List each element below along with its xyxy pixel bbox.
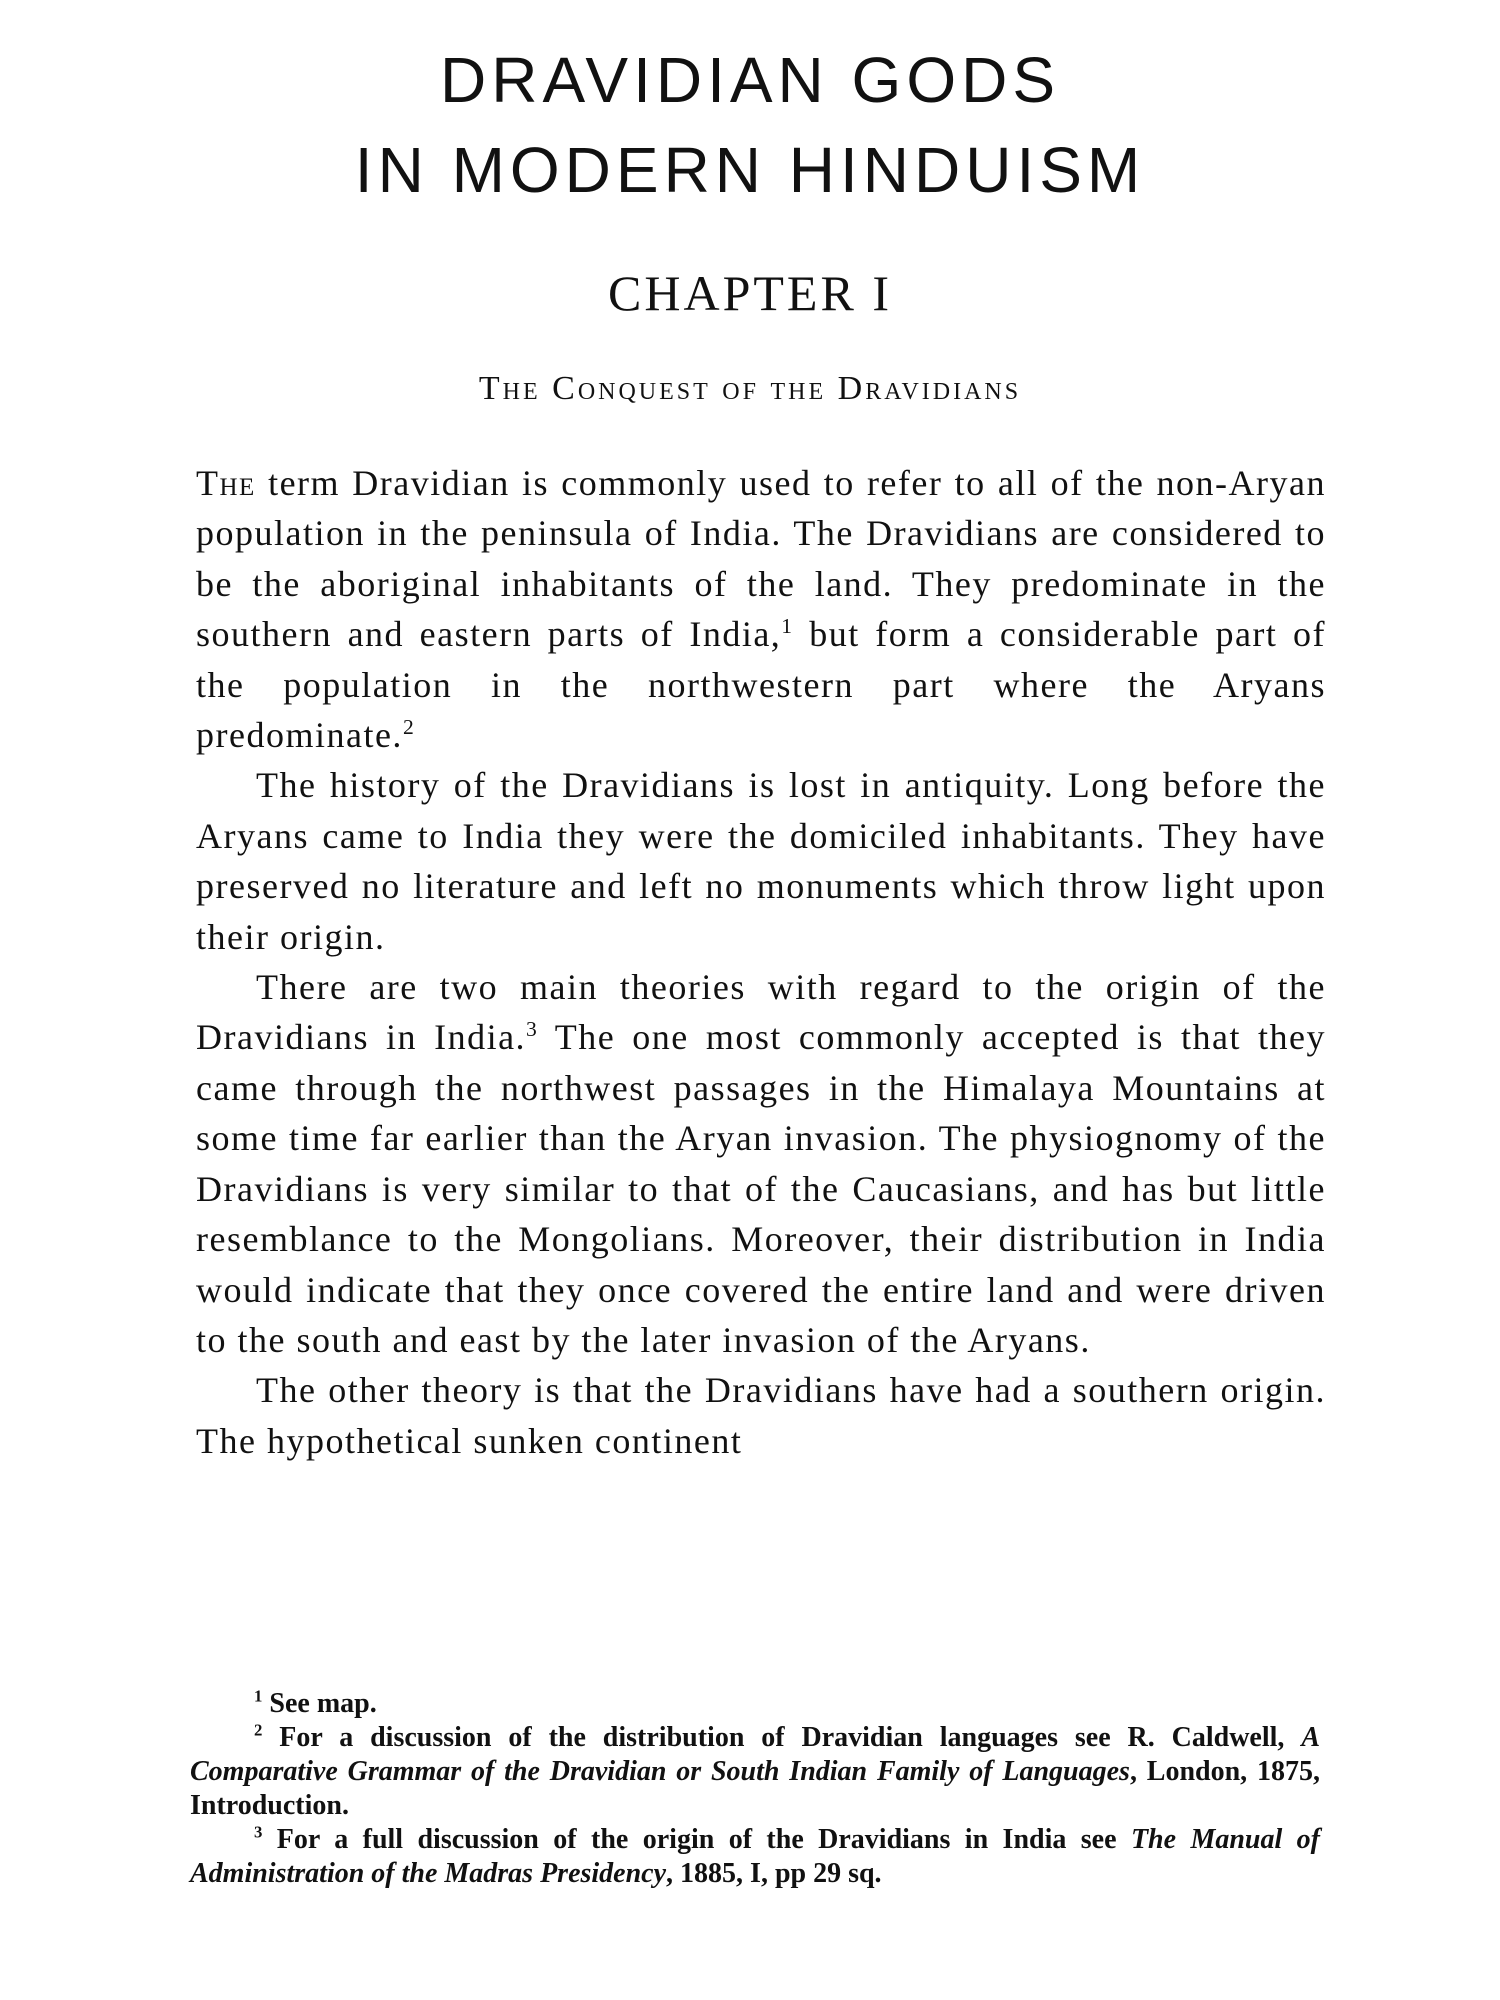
footnote-1-mark: 1 bbox=[254, 1686, 263, 1706]
paragraph-3-text-a: There are two main theories with regard to the origin of the Dravidians in India. bbox=[196, 967, 1326, 1058]
footnote-1 bbox=[190, 1687, 1320, 1721]
book-title-line-1: DRAVIDIAN GODS bbox=[440, 44, 1060, 116]
paragraph-3-text-b: The one most commonly accepted is that they came through the northwest passages in the Himalaya Mountains at some time far earlier than the Aryan invasion. The physiognomy of the Dravidians is very similar to that of the Caucasians, and has but little resemblance to the Mongolians. Moreover, their distribution in India would indicate that they once covered the entire land and were driven to the south and east by the later invasion of the Aryans. bbox=[196, 1017, 1326, 1360]
chapter-body bbox=[196, 458, 1326, 1466]
paragraph-1 bbox=[196, 458, 1326, 760]
book-title-line-2: IN MODERN HINDUISM bbox=[354, 134, 1146, 206]
paragraph-4: The other theory is that the Dravidians have had a southern origin. The hypothetical sunken continent bbox=[196, 1370, 1326, 1461]
chapter-subtitle: The Conquest of the Dravidians bbox=[478, 370, 1022, 407]
paragraph-2: The history of the Dravidians is lost in antiquity. Long before the Aryans came to India they were the domiciled inhabitants. They have preserved no literature and left no monuments which throw light upon their origin. bbox=[196, 765, 1326, 957]
footnote-3-cited-title: The Manual of Administration of the Madras Presidency bbox=[190, 1824, 1321, 1889]
paragraph-lead-word: The bbox=[196, 463, 256, 503]
paragraph-1-text-a: term Dravidian is commonly used to refer to all of the non-Aryan population in the peninsula of India. The Dravidians are considered to be the aboriginal inhabitants of the land. They predominate in the southern and eastern parts of India, bbox=[196, 463, 1326, 655]
footnote-ref-1[interactable]: 1 bbox=[781, 614, 794, 639]
footnote-2-text-b: , London, 1875, Introduction. bbox=[190, 1756, 1320, 1821]
footnote-3-text-a: For a full discussion of the origin of the Dravidians in India see bbox=[276, 1824, 1131, 1855]
chapter-heading: CHAPTER I bbox=[608, 265, 892, 321]
footnote-2 bbox=[190, 1721, 1320, 1823]
footnote-3 bbox=[190, 1823, 1320, 1891]
paragraph-1-text-b: but form a considerable part of the population in the northwestern part where the Aryans predominate. bbox=[196, 614, 1326, 756]
footnote-2-text-a: For a discussion of the distribution of Dravidian languages see R. Caldwell, bbox=[279, 1722, 1302, 1753]
footnote-2-cited-title: A Comparative Grammar of the Dravidian or South Indian Family of Languages bbox=[190, 1722, 1320, 1787]
footnote-3-text-b: , 1885, I, pp 29 sq. bbox=[666, 1858, 882, 1889]
footnotes bbox=[190, 1687, 1320, 1891]
footnote-ref-2[interactable]: 2 bbox=[402, 715, 416, 740]
footnote-3-mark: 3 bbox=[254, 1822, 263, 1842]
paragraph-3 bbox=[196, 962, 1326, 1365]
footnote-1-text: See map. bbox=[269, 1688, 377, 1719]
footnote-2-mark: 2 bbox=[254, 1720, 263, 1740]
footnote-ref-3[interactable]: 3 bbox=[526, 1017, 539, 1042]
